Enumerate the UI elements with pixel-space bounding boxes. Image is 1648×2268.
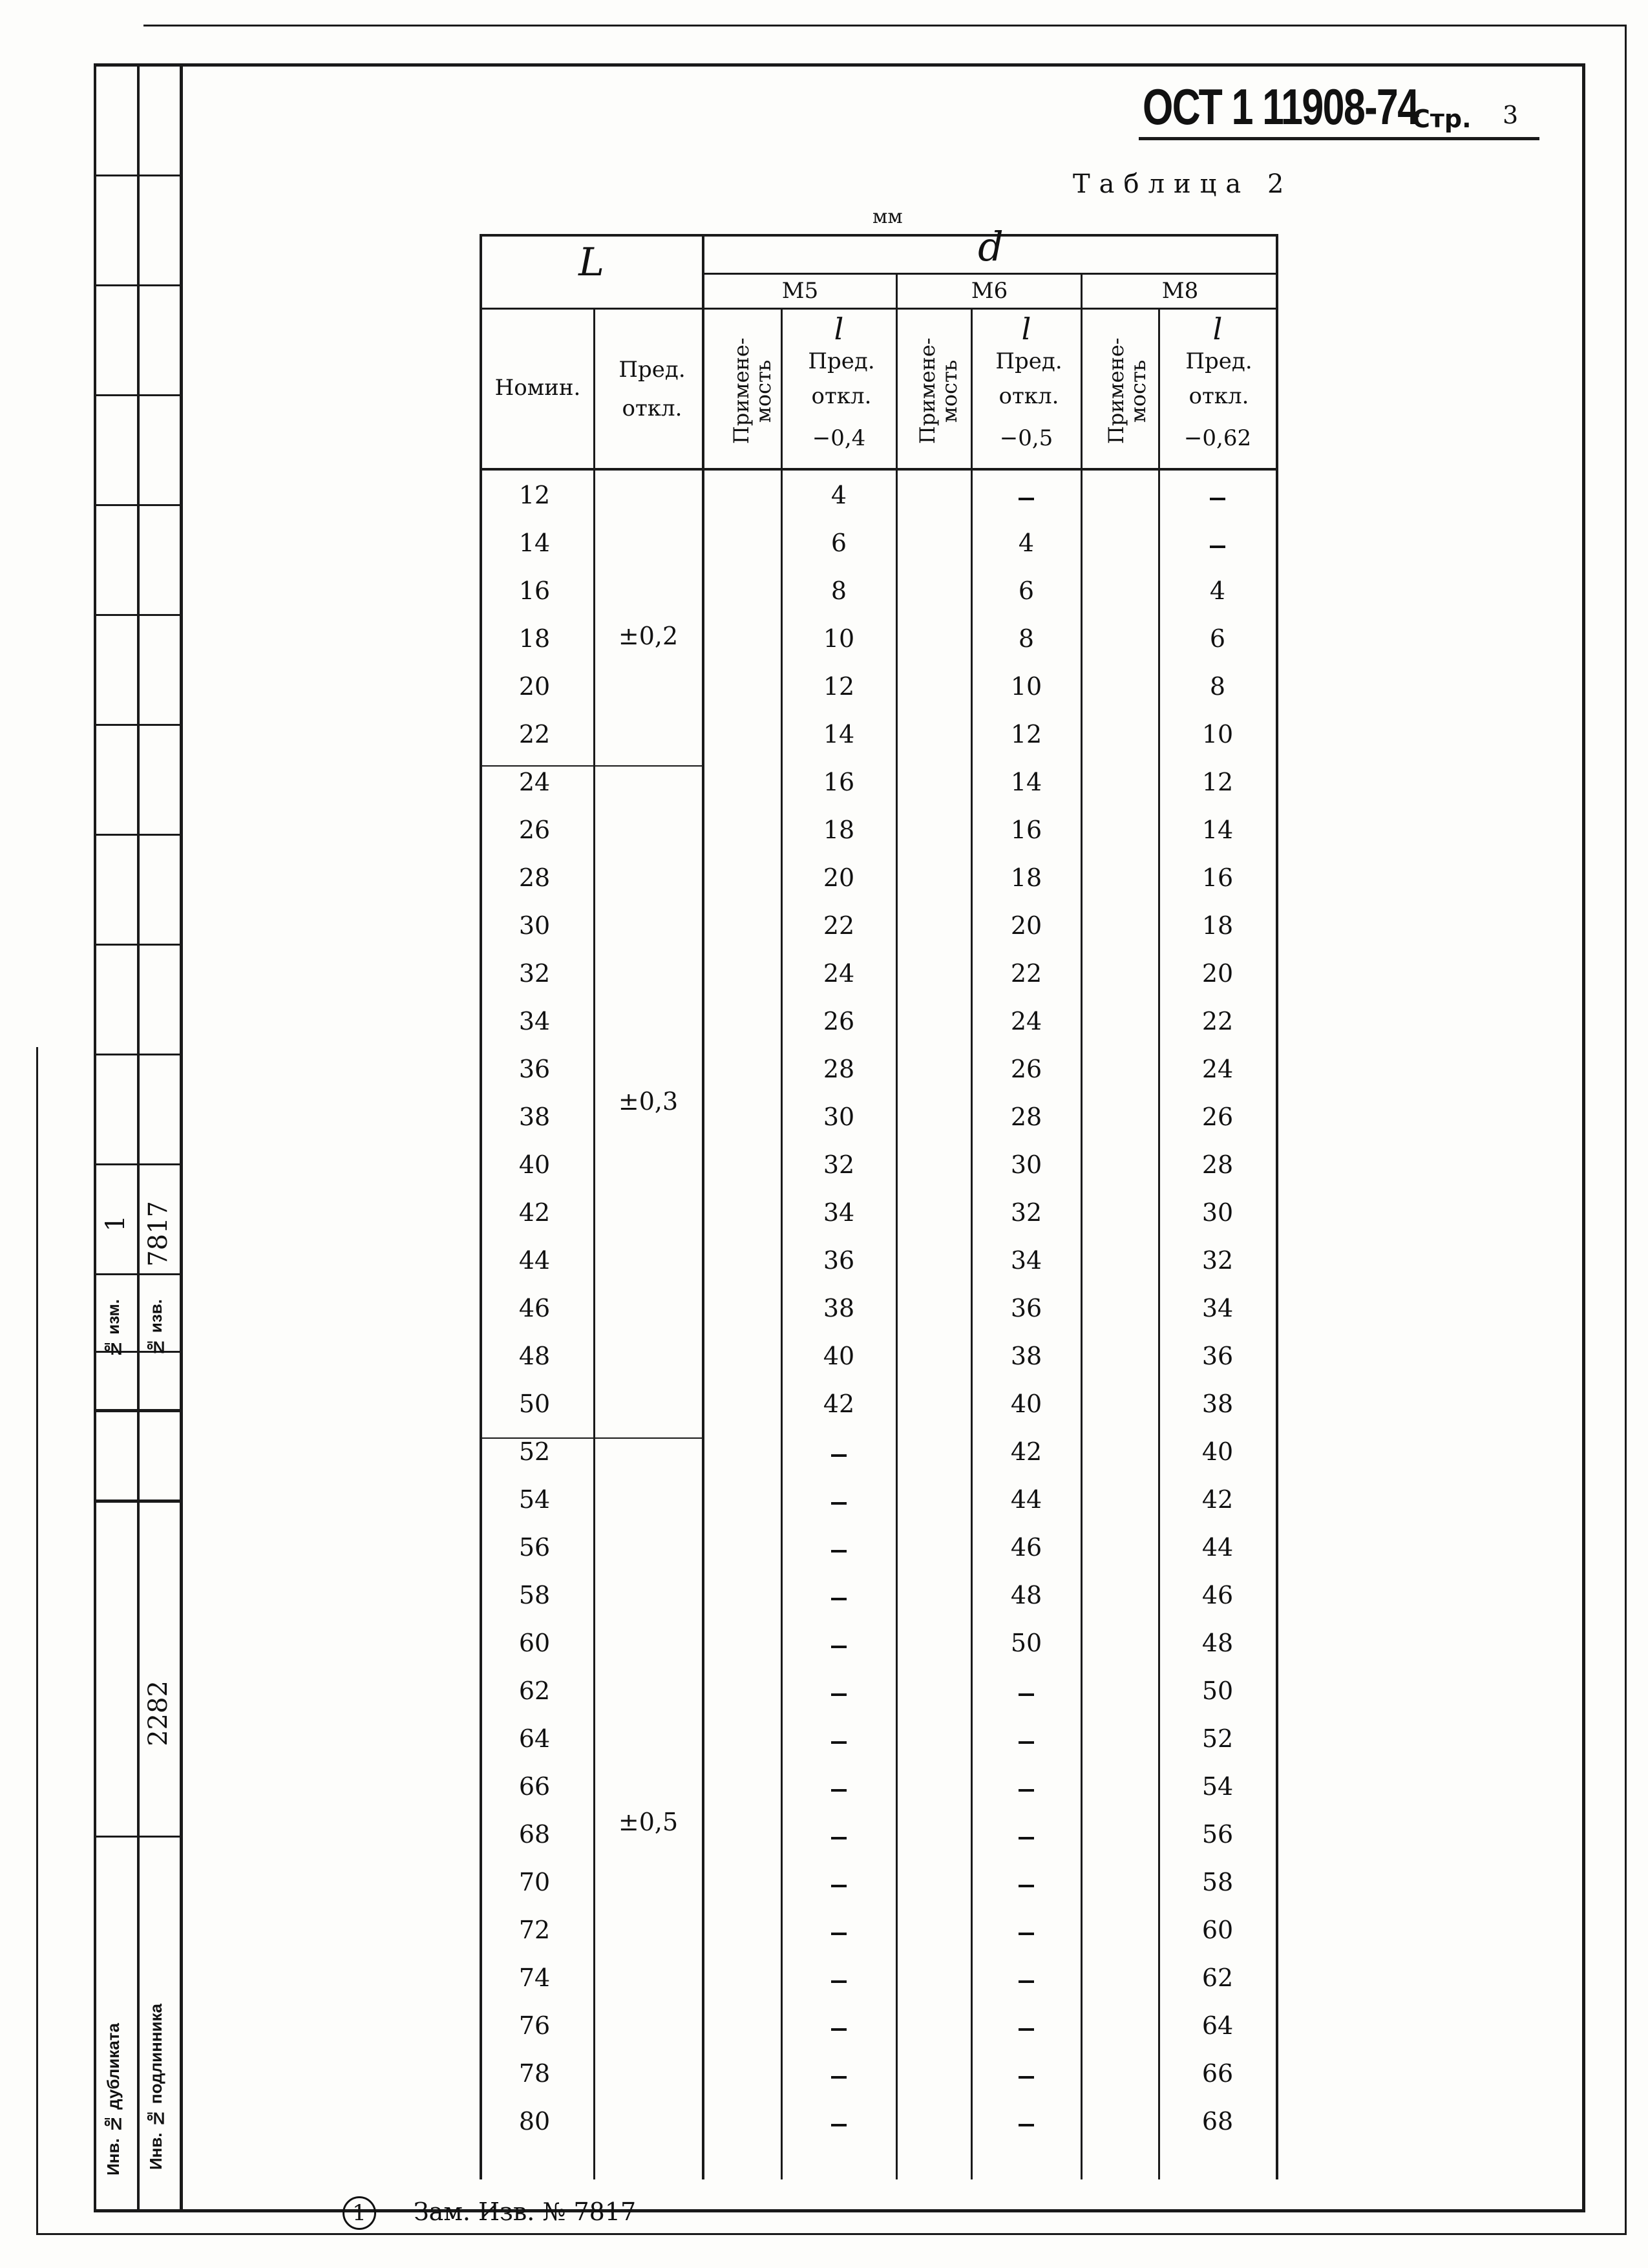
cell-nominal: 80 (518, 2107, 551, 2136)
cell-m8-l: 24 (1201, 1055, 1234, 1083)
stamp-row-line (94, 834, 182, 836)
stamp-row-line (94, 504, 182, 506)
cell-nominal: 32 (518, 959, 551, 988)
cell-m5-l: 24 (823, 959, 855, 988)
page-label: Стр. (1412, 105, 1472, 133)
cell-m8-l: 68 (1201, 2107, 1234, 2136)
thread-m5-header: М5 (781, 278, 819, 304)
cell-nominal: 66 (518, 1772, 551, 1801)
cell-nominal: 24 (518, 768, 551, 796)
cell-m8-l: 42 (1201, 1485, 1234, 1514)
cell-nominal: 12 (518, 481, 551, 509)
cell-m6-l: 22 (1010, 959, 1042, 988)
cell-nominal: 46 (518, 1294, 551, 1322)
col-line-L (702, 234, 704, 2179)
cell-m5-dash (831, 2028, 847, 2031)
cell-m5-dash (831, 1502, 847, 1505)
cell-m8-dash (1210, 498, 1225, 500)
cell-m5-dash (831, 1789, 847, 1792)
cell-nominal: 28 (518, 864, 551, 892)
page-number: 3 (1503, 101, 1519, 129)
cell-m6-l: 30 (1010, 1150, 1042, 1179)
cell-m8-l: 60 (1201, 1916, 1234, 1944)
cell-m5-dash (831, 2076, 847, 2079)
col-line-nominal (593, 308, 595, 2179)
m6-l-tolerance-prefix: Пред. откл. (995, 348, 1062, 409)
cell-m5-l: 4 (830, 481, 847, 509)
cell-nominal: 68 (518, 1820, 551, 1849)
cell-m6-dash (1019, 1741, 1034, 1744)
cell-nominal: 18 (518, 624, 551, 653)
cell-m8-l: 50 (1201, 1677, 1234, 1705)
group-separator-1 (480, 765, 703, 767)
d-column-header: d (978, 223, 1004, 270)
cell-m5-l: 38 (823, 1294, 855, 1322)
stamp-row-line (94, 1500, 182, 1503)
notice-number-label: № изв. (146, 1299, 165, 1357)
cell-nominal: 16 (518, 577, 551, 605)
cell-m5-dash (831, 1454, 847, 1457)
cell-m8-l: 54 (1201, 1772, 1234, 1801)
m8-l-tolerance: −0,62 (1183, 425, 1252, 451)
cell-nominal: 78 (518, 2059, 551, 2088)
cell-m5-l: 20 (823, 864, 855, 892)
cell-m5-dash (831, 1837, 847, 1839)
cell-m5-l: 40 (823, 1342, 855, 1370)
m5-l-header: l (834, 312, 844, 346)
cell-m8-l: 30 (1201, 1198, 1234, 1227)
cell-nominal: 58 (518, 1581, 551, 1609)
m6-l-tolerance: −0,5 (999, 425, 1053, 451)
cell-m6-l: 46 (1010, 1533, 1042, 1562)
cell-m5-l: 28 (823, 1055, 855, 1083)
original-inventory-value: 2282 (143, 1680, 173, 1746)
m8-applicability-header: Примене-мость (1104, 337, 1150, 445)
cell-m6-l: 26 (1010, 1055, 1042, 1083)
cell-nominal: 62 (518, 1677, 551, 1705)
cell-m8-l: 26 (1201, 1103, 1234, 1131)
L-tolerance-group-3: ±0,5 (618, 1808, 679, 1836)
m8-l-tolerance-prefix: Пред. откл. (1185, 348, 1252, 409)
change-number-value: 1 (101, 1215, 131, 1232)
frame-left (180, 63, 183, 2210)
col-line-m6-app (971, 308, 973, 2179)
cell-m6-l: 18 (1010, 864, 1042, 892)
m8-l-header: l (1212, 312, 1223, 346)
L-column-header: L (578, 240, 604, 285)
change-mark-icon: 1 (343, 2196, 376, 2230)
cell-nominal: 70 (518, 1868, 551, 1896)
table-label: Таблица 2 (1073, 169, 1293, 199)
cell-nominal: 76 (518, 2011, 551, 2040)
cell-m6-l: 16 (1010, 816, 1042, 844)
cell-m6-l: 32 (1010, 1198, 1042, 1227)
cell-m6-l: 12 (1010, 720, 1042, 748)
cell-m6-l: 6 (1018, 577, 1035, 605)
cell-m6-l: 44 (1010, 1485, 1042, 1514)
cell-m8-l: 32 (1201, 1246, 1234, 1275)
cell-m6-dash (1019, 1885, 1034, 1887)
cell-m5-dash (831, 1598, 847, 1600)
cell-m5-dash (831, 1646, 847, 1648)
cell-m6-dash (1019, 2028, 1034, 2031)
cell-m8-l: 62 (1201, 1964, 1234, 1992)
cell-nominal: 38 (518, 1103, 551, 1131)
units-label: мм (872, 206, 903, 228)
cell-m6-l: 14 (1010, 768, 1042, 796)
notice-number-value: 7817 (143, 1201, 173, 1267)
cell-m5-l: 34 (823, 1198, 855, 1227)
cell-m8-l: 66 (1201, 2059, 1234, 2088)
cell-m5-l: 32 (823, 1150, 855, 1179)
cell-nominal: 20 (518, 672, 551, 701)
cell-nominal: 30 (518, 911, 551, 940)
cell-nominal: 64 (518, 1724, 551, 1753)
cell-m6-l: 50 (1010, 1629, 1042, 1657)
change-number-label: № изм. (103, 1299, 123, 1359)
cell-m6-l: 28 (1010, 1103, 1042, 1131)
cell-m6-dash (1019, 1693, 1034, 1696)
cell-m5-dash (831, 1885, 847, 1887)
cell-nominal: 40 (518, 1150, 551, 1179)
cell-m5-dash (831, 1980, 847, 1983)
m6-l-header: l (1021, 312, 1031, 346)
cell-nominal: 44 (518, 1246, 551, 1275)
cell-nominal: 48 (518, 1342, 551, 1370)
frame-top (94, 63, 1585, 67)
stamp-row-line (94, 1273, 182, 1275)
cell-m5-dash (831, 1741, 847, 1744)
cell-m8-l: 8 (1209, 672, 1226, 701)
cell-m5-l: 6 (830, 529, 847, 557)
cell-m6-l: 36 (1010, 1294, 1042, 1322)
cell-m8-l: 6 (1209, 624, 1226, 653)
cell-m5-l: 8 (830, 577, 847, 605)
cell-nominal: 22 (518, 720, 551, 748)
cell-m8-l: 16 (1201, 864, 1234, 892)
cell-m8-l: 34 (1201, 1294, 1234, 1322)
cell-nominal: 52 (518, 1437, 551, 1466)
col-line-m5-app (781, 308, 783, 2179)
document-code: ОСТ 1 11908-74 (1143, 78, 1419, 135)
cell-m6-dash (1019, 1980, 1034, 1983)
cell-m6-l: 24 (1010, 1007, 1042, 1035)
cell-nominal: 56 (518, 1533, 551, 1562)
stamp-row-line (94, 284, 182, 286)
cell-nominal: 14 (518, 529, 551, 557)
cell-m5-dash (831, 1933, 847, 1935)
cell-m6-dash (1019, 1789, 1034, 1792)
L-header-line (480, 308, 703, 310)
stamp-row-line (94, 1163, 182, 1165)
cell-m8-l: 38 (1201, 1390, 1234, 1418)
cell-m8-l: 20 (1201, 959, 1234, 988)
cell-m8-l: 40 (1201, 1437, 1234, 1466)
document-code-underline (1139, 137, 1539, 140)
right-edge-line (1625, 25, 1627, 2235)
cell-m8-l: 56 (1201, 1820, 1234, 1849)
cell-m8-l: 64 (1201, 2011, 1234, 2040)
cell-m8-l: 58 (1201, 1868, 1234, 1896)
cell-m6-dash (1019, 1933, 1034, 1935)
col-line-m6 (1081, 273, 1083, 2179)
cell-m5-l: 30 (823, 1103, 855, 1131)
cell-m8-l: 28 (1201, 1150, 1234, 1179)
cell-m8-l: 4 (1209, 577, 1226, 605)
cell-m8-l: 22 (1201, 1007, 1234, 1035)
stamp-row-line (94, 1409, 182, 1412)
cell-nominal: 74 (518, 1964, 551, 1992)
cell-m6-dash (1019, 2076, 1034, 2079)
stamp-divider (137, 63, 140, 2210)
cell-m5-l: 18 (823, 816, 855, 844)
L-tolerance-group-1: ±0,2 (618, 622, 679, 650)
thread-header-line (703, 308, 1278, 310)
cell-m6-l: 20 (1010, 911, 1042, 940)
cell-m5-dash (831, 1693, 847, 1696)
cell-m6-l: 38 (1010, 1342, 1042, 1370)
cell-m5-l: 12 (823, 672, 855, 701)
stamp-row-line (94, 614, 182, 616)
frame-bottom (94, 2209, 1585, 2212)
cell-m6-l: 10 (1010, 672, 1042, 701)
cell-m6-l: 8 (1018, 624, 1035, 653)
cell-m8-l: 48 (1201, 1629, 1234, 1657)
footnote-text: Зам. Изв. № 7817 (414, 2198, 637, 2226)
cell-m6-dash (1019, 2124, 1034, 2126)
cell-m5-l: 42 (823, 1390, 855, 1418)
stamp-outer-left (94, 63, 96, 2210)
cell-nominal: 36 (518, 1055, 551, 1083)
cell-m8-l: 18 (1201, 911, 1234, 940)
cell-m6-l: 34 (1010, 1246, 1042, 1275)
cell-m8-l: 46 (1201, 1581, 1234, 1609)
data-table (480, 223, 1278, 2179)
m5-applicability-header: Примене-мость (729, 337, 776, 445)
cell-nominal: 54 (518, 1485, 551, 1514)
cell-m5-l: 16 (823, 768, 855, 796)
stamp-row-line (94, 944, 182, 946)
cell-nominal: 50 (518, 1390, 551, 1418)
cell-m8-l: 52 (1201, 1724, 1234, 1753)
stamp-row-line (94, 175, 182, 176)
cell-m8-l: 36 (1201, 1342, 1234, 1370)
cell-m5-l: 14 (823, 720, 855, 748)
cell-nominal: 34 (518, 1007, 551, 1035)
left-edge-line (36, 1047, 38, 2235)
stamp-row-line (94, 394, 182, 396)
cell-m5-l: 22 (823, 911, 855, 940)
col-line-m8-app (1158, 308, 1160, 2179)
cell-m6-l: 42 (1010, 1437, 1042, 1466)
cell-m6-dash (1019, 1837, 1034, 1839)
cell-nominal: 26 (518, 816, 551, 844)
cell-m5-l: 10 (823, 624, 855, 653)
original-inventory-label: Инв. № подлинника (146, 2004, 165, 2170)
cell-m8-l: 10 (1201, 720, 1234, 748)
bottom-edge-line (36, 2233, 1626, 2235)
L-tolerance-group-2: ±0,3 (618, 1087, 679, 1116)
cell-m6-dash (1019, 498, 1034, 500)
cell-m5-dash (831, 2124, 847, 2126)
stamp-row-line (94, 1054, 182, 1055)
frame-right (1582, 63, 1585, 2210)
cell-m8-dash (1210, 546, 1225, 548)
L-tolerance-header: Пред. откл. (618, 357, 686, 421)
cell-m8-l: 44 (1201, 1533, 1234, 1562)
nominal-header: Номин. (494, 375, 581, 401)
m6-applicability-header: Примене-мость (915, 337, 962, 445)
thread-m6-header: М6 (971, 278, 1008, 304)
table-right-border (1276, 234, 1278, 2179)
stamp-row-line (94, 724, 182, 726)
top-edge-line (143, 25, 1627, 26)
duplicate-inventory-label: Инв. № дубликата (103, 2023, 123, 2176)
cell-m5-dash (831, 1550, 847, 1553)
cell-m8-l: 12 (1201, 768, 1234, 796)
cell-m6-l: 48 (1010, 1581, 1042, 1609)
cell-m6-l: 40 (1010, 1390, 1042, 1418)
m5-l-tolerance: −0,4 (812, 425, 866, 451)
cell-nominal: 60 (518, 1629, 551, 1657)
cell-nominal: 42 (518, 1198, 551, 1227)
cell-nominal: 72 (518, 1916, 551, 1944)
stamp-row-line (94, 1836, 182, 1838)
col-line-m5 (896, 273, 898, 2179)
cell-m8-l: 14 (1201, 816, 1234, 844)
thread-m8-header: М8 (1161, 278, 1199, 304)
cell-m6-l: 4 (1018, 529, 1035, 557)
cell-m5-l: 26 (823, 1007, 855, 1035)
cell-m5-l: 36 (823, 1246, 855, 1275)
m5-l-tolerance-prefix: Пред. откл. (808, 348, 875, 409)
